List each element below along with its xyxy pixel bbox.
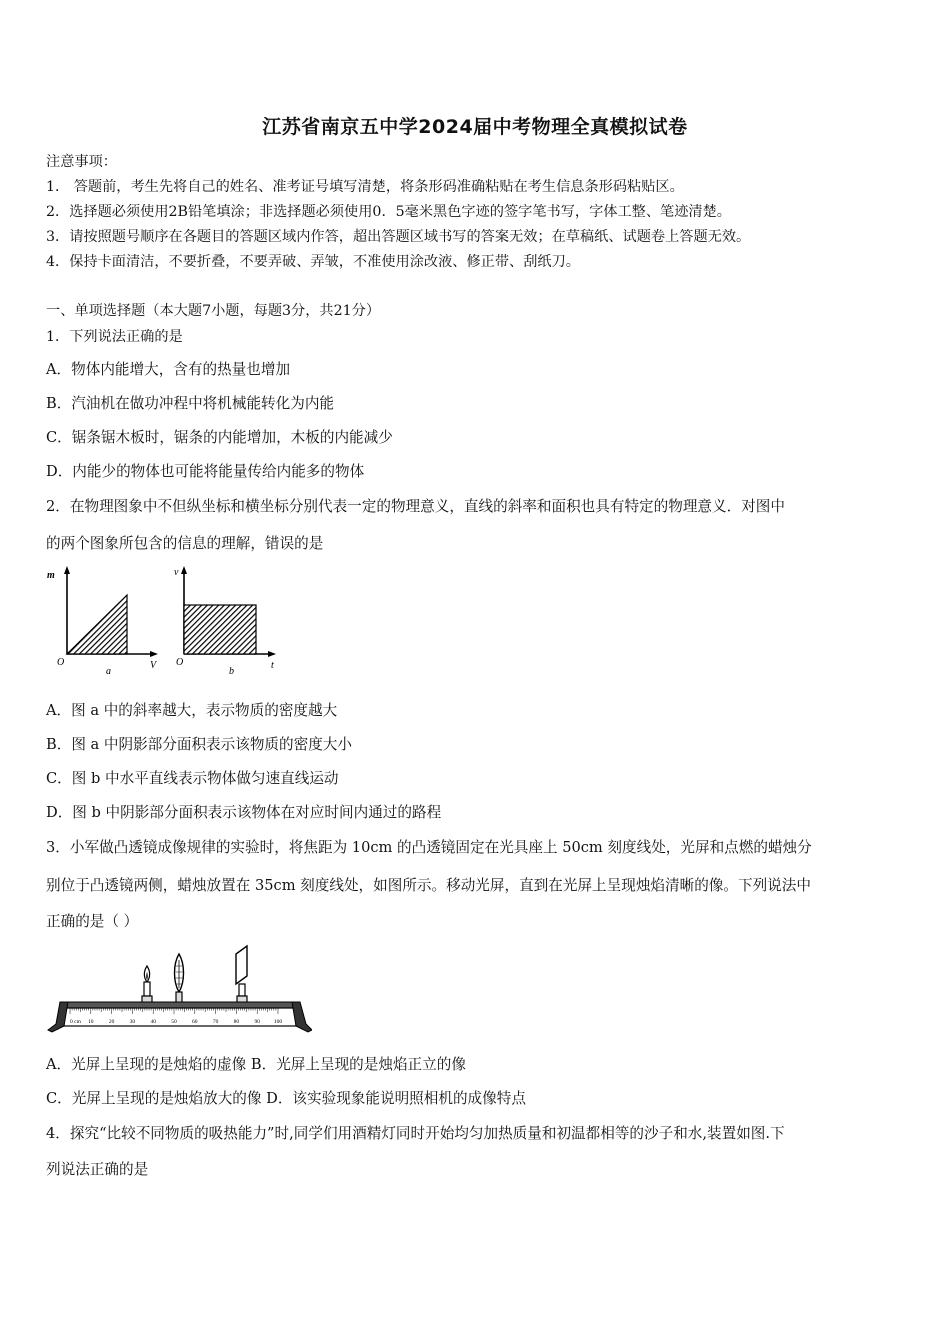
question-2-option-b: B．图 a 中阴影部分面积表示该物质的密度大小	[46, 736, 352, 753]
question-3-options-row-1: A．光屏上呈现的是烛焰的虚像 B．光屏上呈现的是烛焰正立的像	[46, 1056, 466, 1073]
question-1-stem: 1．下列说法正确的是	[46, 329, 183, 345]
bench-scale-label: 100	[273, 1019, 283, 1025]
graph-a	[47, 566, 158, 677]
bench-scale-label: 50	[171, 1019, 177, 1025]
question-2-option-d: D．图 b 中阴影部分面积表示该物体在对应时间内通过的路程	[46, 804, 442, 821]
graph-b-x-axis-label: t	[271, 660, 274, 671]
optical-bench-figure	[46, 940, 312, 1036]
bench-scale-label: 20	[108, 1019, 115, 1025]
bench-scale-label: 70	[212, 1019, 219, 1025]
graph-a-y-axis-label: m	[47, 570, 55, 581]
bench-scale-label: 90	[254, 1019, 260, 1025]
question-1-option-c: C．锯条锯木板时，锯条的内能增加，木板的内能减少	[46, 429, 393, 446]
question-1-option-a: A．物体内能增大，含有的热量也增加	[46, 361, 291, 378]
graph-b-y-axis-label: v	[174, 567, 179, 578]
notice-heading: 注意事项：	[46, 154, 117, 170]
notice-item-1: 1． 答题前，考生先将自己的姓名、准考证号填写清楚，将条形码准确粘贴在考生信息条形码粘贴区。	[46, 179, 684, 195]
graph-b-caption: b	[229, 666, 234, 677]
question-2-option-c: C．图 b 中水平直线表示物体做匀速直线运动	[46, 770, 339, 787]
question-3-stem-line-1: 3．小军做凸透镜成像规律的实验时，将焦距为 10cm 的凸透镜固定在光具座上 50cm 刻度线处，光屏和点燃的蜡烛分	[46, 839, 812, 856]
question-3-options-row-2: C．光屏上呈现的是烛焰放大的像 D．该实验现象能说明照相机的成像特点	[46, 1090, 526, 1107]
graph-a-origin-label: O	[57, 657, 65, 668]
question-2-option-a: A．图 a 中的斜率越大，表示物质的密度越大	[46, 702, 338, 719]
graph-b-shaded-rectangle	[184, 605, 256, 654]
notice-item-4: 4．保持卡面清洁，不要折叠，不要弄破、弄皱，不准使用涂改液、修正带、刮纸刀。	[46, 254, 580, 270]
bench-scale-label: 30	[129, 1019, 136, 1025]
notice-item-3: 3．请按照题号顺序在各题目的答题区域内作答，超出答题区域书写的答案无效；在草稿纸、试题卷上答题无效。	[46, 229, 751, 245]
graph-a-caption: a	[106, 666, 111, 677]
optical-bench-rail	[48, 1002, 312, 1032]
question-3-stem-line-2: 别位于凸透镜两侧，蜡烛放置在 35cm 刻度线处，如图所示。移动光屏，直到在光屏上呈现烛焰清晰的像。下列说法中	[46, 877, 811, 894]
bench-scale-label: 10	[88, 1019, 94, 1025]
convex-lens	[175, 954, 184, 1003]
bench-scale-label: 80	[233, 1019, 240, 1025]
question-4-stem-line-1: 4．探究“比较不同物质的吸热能力”时,同学们用酒精灯同时开始均匀加热质量和初温都相等的沙子和水,装置如图.下	[46, 1125, 785, 1142]
light-screen	[236, 946, 247, 1003]
question-4-stem-line-2: 列说法正确的是	[46, 1161, 149, 1178]
graph-a-x-axis-label: V	[150, 660, 157, 671]
graph-b	[174, 566, 276, 677]
candle	[142, 966, 152, 1003]
question-2-graphs-figure	[46, 562, 296, 684]
question-3-stem-line-3: 正确的是（ ）	[46, 913, 139, 930]
question-1-option-b: B．汽油机在做功冲程中将机械能转化为内能	[46, 395, 335, 412]
bench-scale-label: 0 cm	[70, 1019, 81, 1025]
bench-scale-label: 40	[150, 1019, 156, 1025]
section-heading: 一、单项选择题（本大题7小题，每题3分，共21分）	[46, 303, 381, 319]
question-2-stem-line-1: 2．在物理图象中不但纵坐标和横坐标分别代表一定的物理意义，直线的斜率和面积也具有特定的物理意义．对图中	[46, 498, 785, 515]
graph-b-origin-label: O	[176, 657, 184, 668]
bench-scale-label: 60	[192, 1019, 198, 1025]
notice-item-2: 2．选择题必须使用2B铅笔填涂；非选择题必须使用0．5毫米黑色字迹的签字笔书写，字体工整、笔迹清楚。	[46, 204, 731, 220]
graph-a-shaded-triangle	[67, 595, 127, 654]
question-2-stem-line-2: 的两个图象所包含的信息的理解，错误的是	[46, 535, 324, 552]
page-title: 江苏省南京五中学2024届中考物理全真模拟试卷	[262, 116, 688, 138]
question-1-option-d: D．内能少的物体也可能将能量传给内能多的物体	[46, 463, 365, 480]
